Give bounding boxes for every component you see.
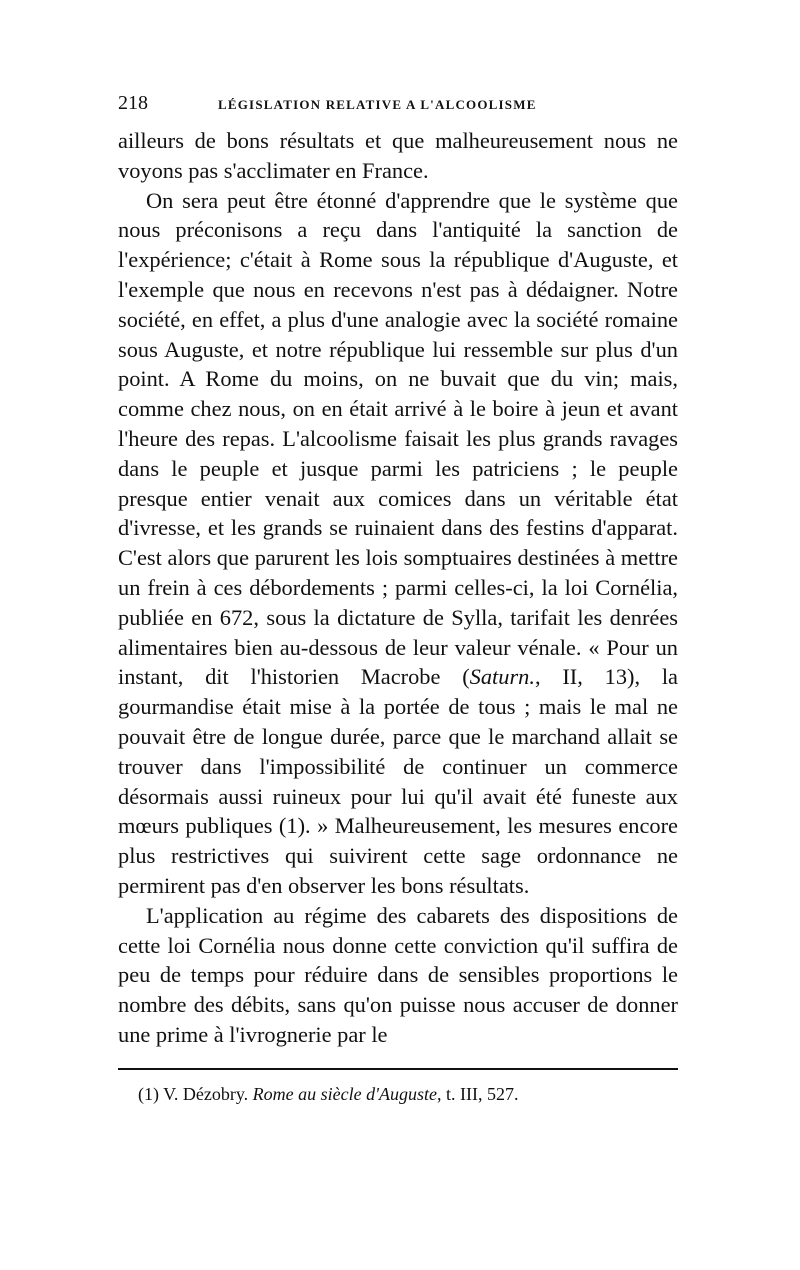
page-number: 218 [118,92,148,114]
paragraph-3: L'application au régime des cabarets des dispositions de cette loi Cornélia nous donne cette conviction qu'il suffira de peu de temps pour réduire dans de sensibles proportions le nombre des débits, sans qu'on puisse nous accuser de donner une prime à l'ivrognerie par le [118,902,678,1047]
paragraph-1: ailleurs de bons résultats et que malheureusement nous ne voyons pas s'acclimater en France. [118,128,678,183]
page-header [118,92,678,120]
footnote-suffix: , t. III, 527. [436,1083,519,1104]
body-text [118,126,678,1050]
work-title-saturn: Saturn. [469,664,535,690]
paragraph-2 [118,186,678,901]
footnote-book-title: Rome au siècle d'Auguste [252,1083,437,1104]
footnote-prefix: (1) V. Dézobry. [138,1083,253,1104]
running-title: LÉGISLATION RELATIVE A L'ALCOOLISME [218,97,537,112]
book-page [118,92,678,1106]
footnote [118,1082,678,1106]
paragraph-2-part-b: , II, 13), la gourmandise était mise à la portée de tous ; mais le mal ne pouvait être de longue durée, parce que le marchand allait se trouver dans l'impossibilité de continuer un commerce désormais aussi ruineux pour lui qu'il avait été funeste aux mœurs publiques (1). » Malheureusement, les mesures encore plus restrictives qui suivirent cette sage ordonnance ne permirent pas d'en observer les bons résultats. [118,664,678,898]
footnote-separator [118,1068,678,1070]
paragraph-2-part-a: On sera peut être étonné d'apprendre que le système que nous préconisons a reçu dans l'antiquité la sanction de l'expérience; c'était à Rome sous la république d'Auguste, et l'exemple que nous en recevons n'est pas à dédaigner. Notre société, en effet, a plus d'une analogie avec la société romaine sous Auguste, et notre république lui ressemble sur plus d'un point. A Rome du moins, on ne buvait que du vin; mais, comme chez nous, on en était arrivé à le boire à jeun et avant l'heure des repas. L'alcoolisme faisait les plus grands ravages dans le peuple et jusque parmi les patriciens ; le peuple presque entier venait aux comices dans un véritable état d'ivresse, et les grands se ruinaient dans des festins d'apparat. C'est alors que parurent les lois somptuaires destinées à mettre un frein à ces débordements ; parmi celles-ci, la loi Cornélia, publiée en 672, sous la dictature de Sylla, tarifait les denrées alimentaires bien au-dessous de leur valeur vénale. « Pour un instant, dit l'historien Macrobe ( [118,187,678,690]
